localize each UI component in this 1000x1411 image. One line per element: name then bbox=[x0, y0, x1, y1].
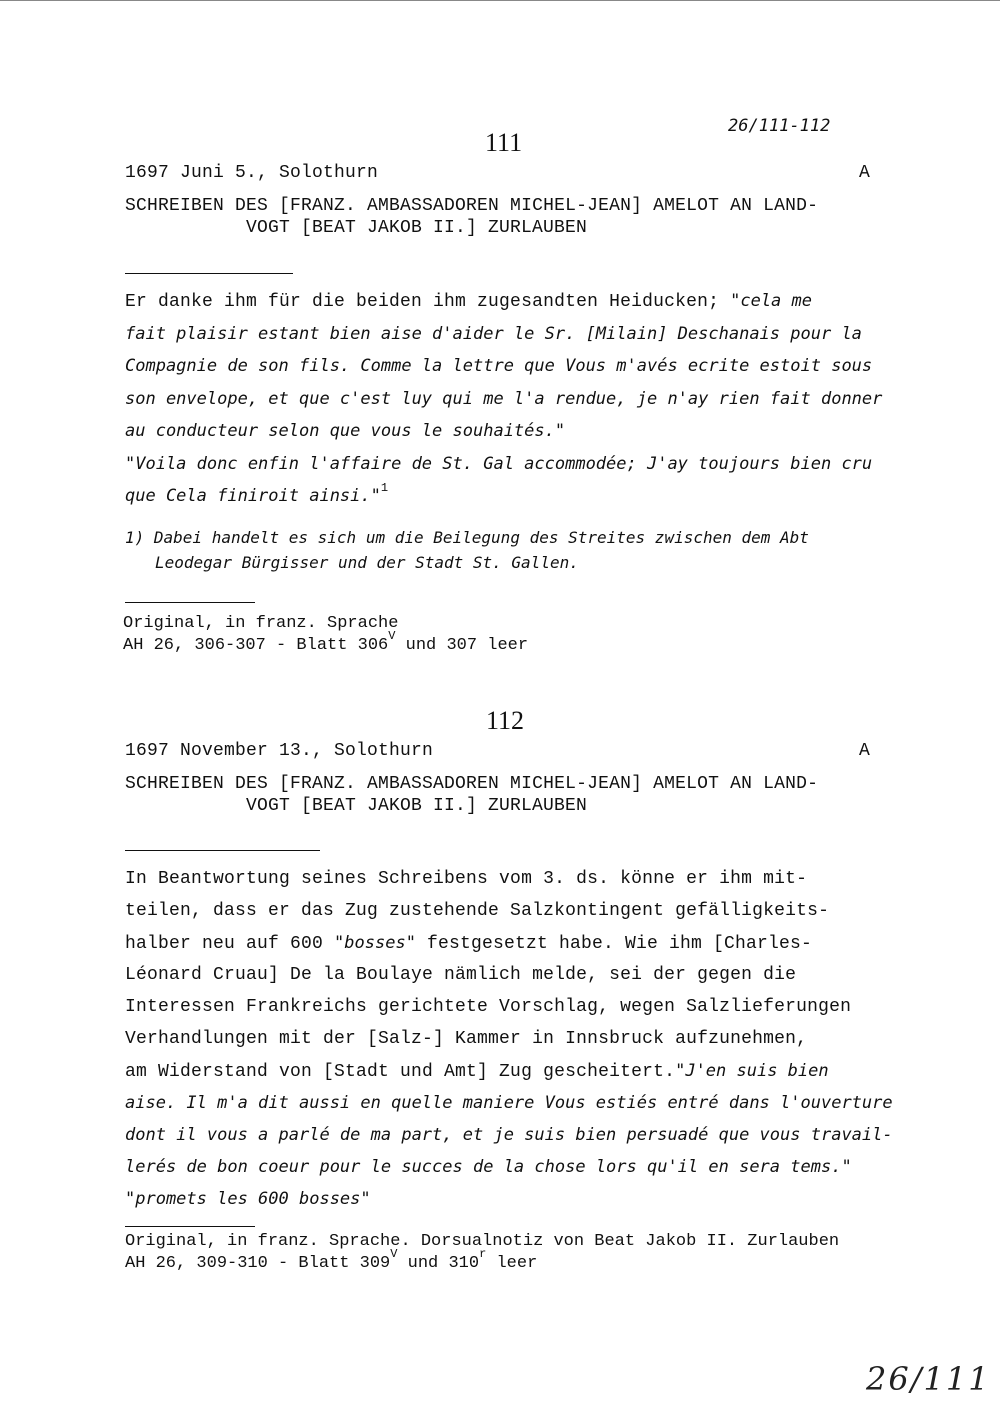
doc112-body-line bbox=[125, 869, 807, 889]
handwritten-page-reference: 26/111 bbox=[866, 1360, 991, 1398]
doc111-body-quote: Compagnie de son fils. Comme la lettre que Vous m'avés ecrite estoit sous bbox=[125, 356, 873, 376]
document-number-112: 112 bbox=[486, 706, 525, 735]
doc112-body-line bbox=[125, 1125, 893, 1145]
doc111-body-quote: "cela me bbox=[730, 291, 812, 311]
doc111-date-place: 1697 Juni 5., Solothurn bbox=[125, 163, 379, 183]
doc112-body-quote: "J'en suis bien bbox=[675, 1061, 829, 1081]
doc111-body-line bbox=[125, 481, 389, 506]
doc112-body-line bbox=[125, 965, 796, 985]
doc111-footnote-line1: 1) Dabei handelt es sich um die Beilegung des Streites zwischen dem Abt bbox=[125, 528, 809, 547]
doc112-source-mid: und 310 bbox=[397, 1254, 480, 1273]
doc111-body-quote: que Cela finiroit ainsi." bbox=[125, 486, 381, 506]
doc112-body-quote: "promets les 600 bosses" bbox=[125, 1189, 371, 1209]
doc111-source-line2 bbox=[123, 629, 529, 655]
doc111-body-line bbox=[125, 356, 872, 376]
doc112-divider bbox=[125, 850, 320, 851]
doc112-source-divider bbox=[125, 1226, 255, 1227]
doc111-body-line bbox=[125, 389, 882, 409]
doc112-body-line bbox=[125, 901, 829, 921]
doc112-body-line bbox=[125, 933, 812, 954]
doc111-source-text: AH 26, 306-307 - Blatt 306 bbox=[123, 636, 389, 655]
doc112-source-line2 bbox=[125, 1247, 538, 1273]
doc112-body-quote: aise. Il m'a dit aussi en quelle maniere Vous estiés entré dans l'ouverture bbox=[125, 1093, 893, 1113]
doc111-body-text: Er danke ihm für die beiden ihm zugesandten Heiducken; bbox=[125, 292, 731, 312]
doc112-body-line bbox=[125, 1061, 829, 1082]
doc112-body-text: teilen, dass er das Zug zustehende Salzkontingent gefälligkeits- bbox=[125, 901, 830, 921]
doc112-body-text: In Beantwortung seines Schreibens vom 3. ds. könne er ihm mit- bbox=[125, 869, 808, 889]
doc112-heading-line2: VOGT [BEAT JAKOB II.] ZURLAUBEN bbox=[246, 796, 588, 816]
doc112-marker: A bbox=[859, 741, 871, 761]
doc112-body-line bbox=[125, 1157, 852, 1177]
doc112-body-text: halber neu auf 600 bbox=[125, 934, 335, 954]
doc111-source-divider bbox=[125, 602, 255, 603]
doc112-body-quote: "bosses" bbox=[334, 933, 416, 953]
doc112-body-text: festgesetzt habe. Wie ihm [Charles- bbox=[415, 934, 813, 954]
doc111-body-line bbox=[125, 454, 872, 474]
doc112-body-quote: dont il vous a parlé de ma part, et je suis bien persuadé que vous travail- bbox=[125, 1125, 893, 1145]
page-reference: 26/111-112 bbox=[728, 116, 831, 136]
doc111-body-line bbox=[125, 324, 862, 344]
doc111-body-quote: au conducteur selon que vous le souhaités." bbox=[125, 421, 566, 441]
doc112-source-line1: Original, in franz. Sprache. Dorsualnotiz von Beat Jakob II. Zurlauben bbox=[125, 1232, 840, 1251]
doc112-body-text: Léonard Cruau] De la Boulaye nämlich melde, sei der gegen die bbox=[125, 965, 797, 985]
doc112-body-line bbox=[125, 1093, 893, 1113]
page-top-edge bbox=[0, 0, 1000, 1]
doc111-heading-line1: SCHREIBEN DES [FRANZ. AMBASSADOREN MICHEL-JEAN] AMELOT AN LAND- bbox=[125, 196, 819, 216]
doc111-body-line bbox=[125, 291, 812, 312]
doc112-source-text: AH 26, 309-310 - Blatt 309 bbox=[125, 1254, 391, 1273]
doc112-body-text: Interessen Frankreichs gerichtete Vorschlag, wegen Salzlieferungen bbox=[125, 997, 852, 1017]
document-number-111: 111 bbox=[485, 128, 523, 157]
doc112-body-line bbox=[125, 1029, 807, 1049]
doc111-source-sup: V bbox=[388, 629, 396, 643]
doc111-footnote-line2: Leodegar Bürgisser und der Stadt St. Gallen. bbox=[155, 553, 579, 572]
doc112-body-quote: lerés de bon coeur pour le succes de la chose lors qu'il en sera tems." bbox=[125, 1157, 852, 1177]
doc111-body-line bbox=[125, 421, 565, 441]
doc111-source-tail: und 307 leer bbox=[395, 636, 529, 655]
doc112-body-text: Verhandlungen mit der [Salz-] Kammer in Innsbruck aufzunehmen, bbox=[125, 1029, 808, 1049]
doc112-date-place: 1697 November 13., Solothurn bbox=[125, 741, 434, 761]
doc111-body-quote: "Voila donc enfin l'affaire de St. Gal accommodée; J'ay toujours bien cru bbox=[125, 453, 873, 474]
doc112-source-sup2: r bbox=[479, 1247, 487, 1261]
doc112-source-tail: leer bbox=[486, 1254, 538, 1273]
doc111-heading-line2: VOGT [BEAT JAKOB II.] ZURLAUBEN bbox=[246, 218, 588, 238]
doc112-body-text: am Widerstand von [Stadt und Amt] Zug gescheitert. bbox=[125, 1062, 676, 1082]
doc111-divider bbox=[125, 273, 293, 274]
doc112-body-line bbox=[125, 997, 851, 1017]
doc112-heading-line1: SCHREIBEN DES [FRANZ. AMBASSADOREN MICHEL-JEAN] AMELOT AN LAND- bbox=[125, 774, 819, 794]
doc111-body-quote: fait plaisir estant bien aise d'aider le Sr. [Milain] Deschanais pour la bbox=[125, 323, 862, 344]
doc111-source-line1: Original, in franz. Sprache bbox=[123, 614, 399, 633]
doc112-source-sup1: V bbox=[390, 1247, 398, 1261]
doc111-footnote-ref: 1 bbox=[380, 481, 389, 495]
doc112-body-line bbox=[125, 1189, 371, 1209]
doc111-body-quote: son envelope, et que c'est luy qui me l'a rendue, je n'ay rien fait donner bbox=[125, 388, 883, 409]
doc111-marker: A bbox=[859, 163, 871, 183]
